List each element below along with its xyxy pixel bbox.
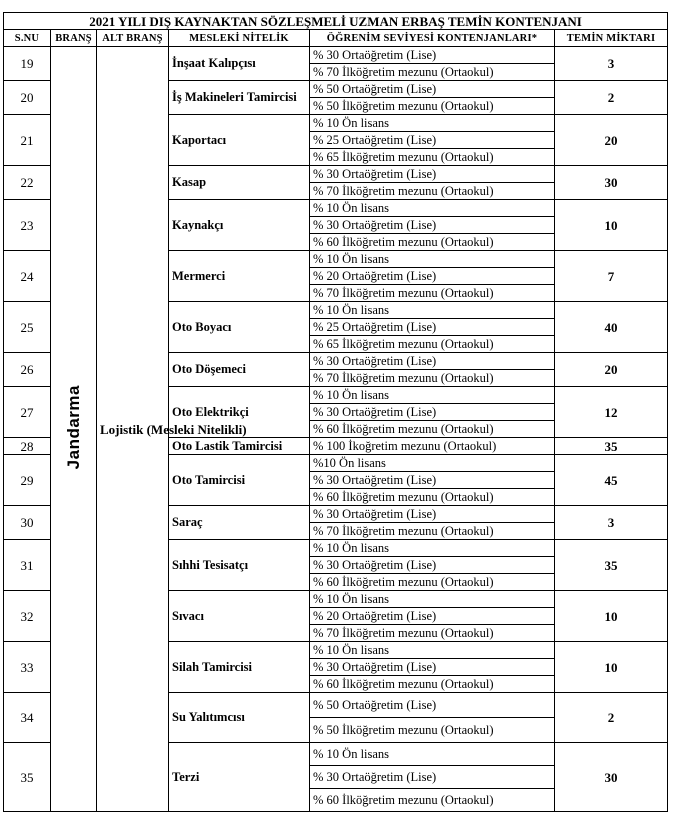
mesleki-nitelik: Kaportacı bbox=[169, 115, 310, 166]
temin-miktari: 40 bbox=[555, 302, 668, 353]
ogrenim-seviyesi: % 10 Ön lisans bbox=[310, 743, 555, 766]
ogrenim-seviyesi: % 50 İlköğretim mezunu (Ortaokul) bbox=[310, 98, 555, 115]
ogrenim-seviyesi: % 60 İlköğretim mezunu (Ortaokul) bbox=[310, 489, 555, 506]
ogrenim-seviyesi: % 30 Ortaöğretim (Lise) bbox=[310, 353, 555, 370]
ogrenim-seviyesi: % 60 İlköğretim mezunu (Ortaokul) bbox=[310, 234, 555, 251]
ogrenim-seviyesi: % 60 İlköğretim mezunu (Ortaokul) bbox=[310, 421, 555, 438]
row-number: 22 bbox=[4, 166, 51, 200]
ogrenim-seviyesi: % 60 İlköğretim mezunu (Ortaokul) bbox=[310, 789, 555, 812]
temin-miktari: 3 bbox=[555, 47, 668, 81]
mesleki-nitelik: Sıhhi Tesisatçı bbox=[169, 540, 310, 591]
quota-table bbox=[3, 12, 668, 812]
header-alt-brans: ALT BRANŞ bbox=[97, 30, 169, 47]
ogrenim-seviyesi: % 30 Ortaöğretim (Lise) bbox=[310, 217, 555, 234]
document-page bbox=[3, 12, 668, 812]
row-number: 19 bbox=[4, 47, 51, 81]
mesleki-nitelik: Mermerci bbox=[169, 251, 310, 302]
alt-brans-label: Lojistik (Mesleki Nitelikli) bbox=[97, 47, 169, 812]
header-nitelik: MESLEKİ NİTELİK bbox=[169, 30, 310, 47]
ogrenim-seviyesi: % 70 İlköğretim mezunu (Ortaokul) bbox=[310, 183, 555, 200]
temin-miktari: 10 bbox=[555, 591, 668, 642]
temin-miktari: 20 bbox=[555, 115, 668, 166]
table-row bbox=[4, 47, 668, 64]
row-number: 27 bbox=[4, 387, 51, 438]
ogrenim-seviyesi: % 25 Ortaöğretim (Lise) bbox=[310, 319, 555, 336]
mesleki-nitelik: Silah Tamircisi bbox=[169, 642, 310, 693]
table-body bbox=[4, 47, 668, 812]
mesleki-nitelik: Terzi bbox=[169, 743, 310, 812]
ogrenim-seviyesi: % 30 Ortaöğretim (Lise) bbox=[310, 659, 555, 676]
temin-miktari: 2 bbox=[555, 81, 668, 115]
ogrenim-seviyesi: % 10 Ön lisans bbox=[310, 115, 555, 132]
ogrenim-seviyesi: % 60 İlköğretim mezunu (Ortaokul) bbox=[310, 676, 555, 693]
row-number: 31 bbox=[4, 540, 51, 591]
temin-miktari: 30 bbox=[555, 743, 668, 812]
ogrenim-seviyesi: % 10 Ön lisans bbox=[310, 251, 555, 268]
table-title: 2021 YILI DIŞ KAYNAKTAN SÖZLEŞMELİ UZMAN ERBAŞ TEMİN KONTENJANI bbox=[4, 13, 668, 30]
ogrenim-seviyesi: % 10 Ön lisans bbox=[310, 540, 555, 557]
ogrenim-seviyesi: % 30 Ortaöğretim (Lise) bbox=[310, 472, 555, 489]
ogrenim-seviyesi: % 70 İlköğretim mezunu (Ortaokul) bbox=[310, 370, 555, 387]
row-number: 23 bbox=[4, 200, 51, 251]
temin-miktari: 20 bbox=[555, 353, 668, 387]
temin-miktari: 35 bbox=[555, 438, 668, 455]
ogrenim-seviyesi: % 65 İlköğretim mezunu (Ortaokul) bbox=[310, 336, 555, 353]
ogrenim-seviyesi: % 65 İlköğretim mezunu (Ortaokul) bbox=[310, 149, 555, 166]
row-number: 20 bbox=[4, 81, 51, 115]
header-row bbox=[4, 30, 668, 47]
temin-miktari: 3 bbox=[555, 506, 668, 540]
brans-cell bbox=[51, 47, 97, 812]
ogrenim-seviyesi: % 30 Ortaöğretim (Lise) bbox=[310, 47, 555, 64]
ogrenim-seviyesi: % 10 Ön lisans bbox=[310, 642, 555, 659]
ogrenim-seviyesi: % 10 Ön lisans bbox=[310, 200, 555, 217]
ogrenim-seviyesi: % 100 İkoğretim mezunu (Ortaokul) bbox=[310, 438, 555, 455]
ogrenim-seviyesi: % 30 Ortaöğretim (Lise) bbox=[310, 557, 555, 574]
ogrenim-seviyesi: % 70 İlköğretim mezunu (Ortaokul) bbox=[310, 625, 555, 642]
row-number: 33 bbox=[4, 642, 51, 693]
ogrenim-seviyesi: % 70 İlköğretim mezunu (Ortaokul) bbox=[310, 285, 555, 302]
ogrenim-seviyesi: % 10 Ön lisans bbox=[310, 591, 555, 608]
mesleki-nitelik: Oto Lastik Tamircisi bbox=[169, 438, 310, 455]
ogrenim-seviyesi: % 25 Ortaöğretim (Lise) bbox=[310, 132, 555, 149]
mesleki-nitelik: İnşaat Kalıpçısı bbox=[169, 47, 310, 81]
ogrenim-seviyesi: % 20 Ortaöğretim (Lise) bbox=[310, 608, 555, 625]
mesleki-nitelik: Oto Tamircisi bbox=[169, 455, 310, 506]
ogrenim-seviyesi: % 10 Ön lisans bbox=[310, 302, 555, 319]
mesleki-nitelik: Su Yalıtımcısı bbox=[169, 693, 310, 743]
ogrenim-seviyesi: % 50 Ortaöğretim (Lise) bbox=[310, 81, 555, 98]
row-number: 28 bbox=[4, 438, 51, 455]
temin-miktari: 30 bbox=[555, 166, 668, 200]
mesleki-nitelik: Oto Elektrikçi bbox=[169, 387, 310, 438]
row-number: 24 bbox=[4, 251, 51, 302]
ogrenim-seviyesi: % 70 İlköğretim mezunu (Ortaokul) bbox=[310, 523, 555, 540]
ogrenim-seviyesi: %10 Ön lisans bbox=[310, 455, 555, 472]
ogrenim-seviyesi: % 50 Ortaöğretim (Lise) bbox=[310, 693, 555, 718]
row-number: 25 bbox=[4, 302, 51, 353]
ogrenim-seviyesi: % 30 Ortaöğretim (Lise) bbox=[310, 506, 555, 523]
mesleki-nitelik: Oto Döşemeci bbox=[169, 353, 310, 387]
ogrenim-seviyesi: % 30 Ortaöğretim (Lise) bbox=[310, 766, 555, 789]
mesleki-nitelik: İş Makineleri Tamircisi bbox=[169, 81, 310, 115]
ogrenim-seviyesi: % 30 Ortaöğretim (Lise) bbox=[310, 404, 555, 421]
header-snu: S.NU bbox=[4, 30, 51, 47]
ogrenim-seviyesi: % 60 İlköğretim mezunu (Ortaokul) bbox=[310, 574, 555, 591]
row-number: 26 bbox=[4, 353, 51, 387]
temin-miktari: 2 bbox=[555, 693, 668, 743]
row-number: 30 bbox=[4, 506, 51, 540]
row-number: 21 bbox=[4, 115, 51, 166]
row-number: 32 bbox=[4, 591, 51, 642]
temin-miktari: 45 bbox=[555, 455, 668, 506]
row-number: 34 bbox=[4, 693, 51, 743]
row-number: 29 bbox=[4, 455, 51, 506]
ogrenim-seviyesi: % 70 İlköğretim mezunu (Ortaokul) bbox=[310, 64, 555, 81]
header-miktar: TEMİN MİKTARI bbox=[555, 30, 668, 47]
temin-miktari: 10 bbox=[555, 200, 668, 251]
mesleki-nitelik: Oto Boyacı bbox=[169, 302, 310, 353]
mesleki-nitelik: Sıvacı bbox=[169, 591, 310, 642]
brans-label: Jandarma bbox=[64, 384, 83, 470]
row-number: 35 bbox=[4, 743, 51, 812]
ogrenim-seviyesi: % 50 İlköğretim mezunu (Ortaokul) bbox=[310, 718, 555, 743]
temin-miktari: 12 bbox=[555, 387, 668, 438]
header-brans: BRANŞ bbox=[51, 30, 97, 47]
mesleki-nitelik: Saraç bbox=[169, 506, 310, 540]
ogrenim-seviyesi: % 20 Ortaöğretim (Lise) bbox=[310, 268, 555, 285]
temin-miktari: 10 bbox=[555, 642, 668, 693]
temin-miktari: 35 bbox=[555, 540, 668, 591]
temin-miktari: 7 bbox=[555, 251, 668, 302]
ogrenim-seviyesi: % 10 Ön lisans bbox=[310, 387, 555, 404]
mesleki-nitelik: Kaynakçı bbox=[169, 200, 310, 251]
mesleki-nitelik: Kasap bbox=[169, 166, 310, 200]
ogrenim-seviyesi: % 30 Ortaöğretim (Lise) bbox=[310, 166, 555, 183]
title-row bbox=[4, 13, 668, 30]
header-seviye: ÖĞRENİM SEVİYESİ KONTENJANLARI* bbox=[310, 30, 555, 47]
